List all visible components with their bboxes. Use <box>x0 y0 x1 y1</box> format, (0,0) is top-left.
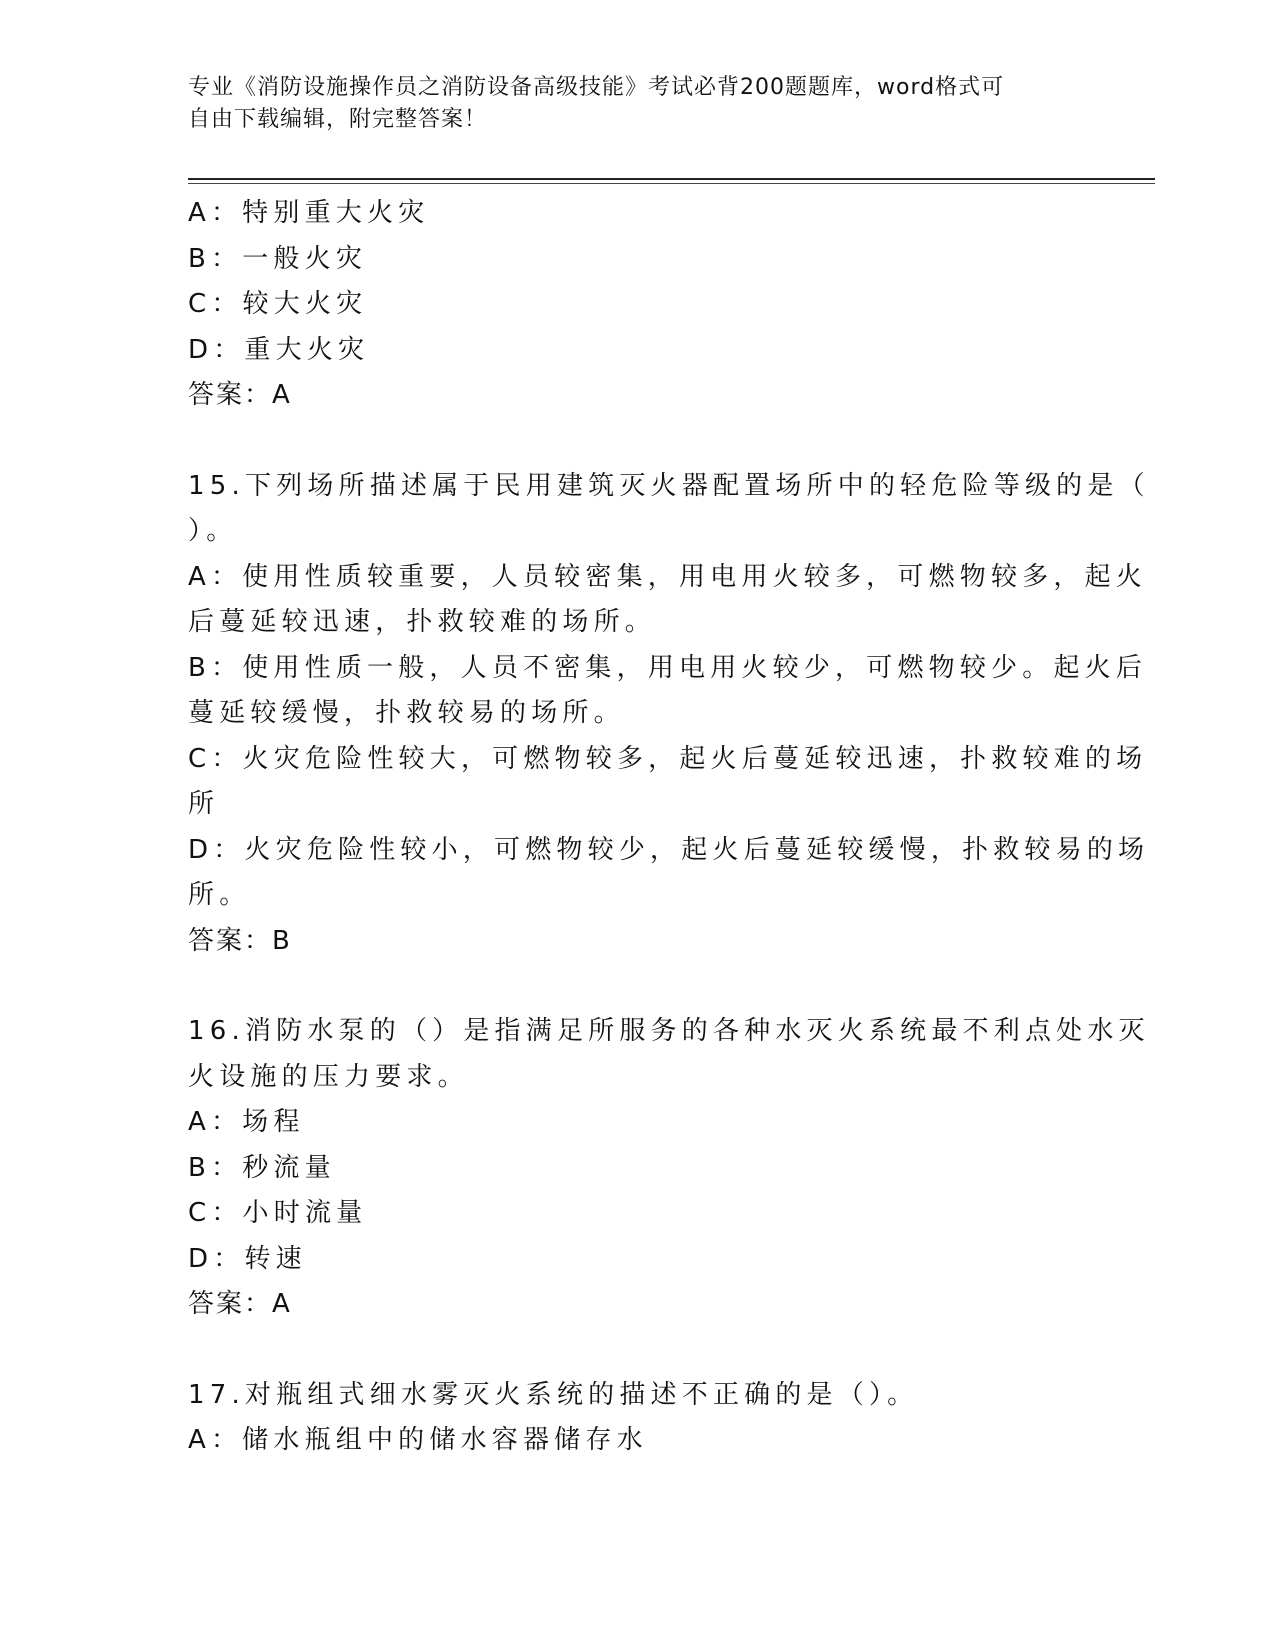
spacer <box>188 1328 1078 1373</box>
question-stem-line-2: 火设施的压力要求。 <box>188 1061 469 1092</box>
option-d: D：重大火灾 <box>188 334 370 365</box>
option-a: A：特别重大火灾 <box>188 198 430 228</box>
question-15 <box>188 464 1150 965</box>
option-c: C：较大火灾 <box>188 289 368 319</box>
answer: 答案：A <box>188 380 292 410</box>
question-stem-line-2: ）。 <box>188 516 238 546</box>
option-a: A：储水瓶组中的储水容器储存水 <box>188 1425 648 1455</box>
document-header <box>188 72 1068 136</box>
option-b-line-1: B：使用性质一般，人员不密集，用电用火较少，可燃物较少。起火后 <box>188 652 1148 683</box>
option-c-line-1: C：火灾危险性较大，可燃物较多，起火后蔓延较迅速，扑救较难的场 <box>188 743 1148 774</box>
option-a-line-2: 后蔓延较迅速，扑救较难的场所。 <box>188 607 657 637</box>
question-17 <box>188 1373 1078 1464</box>
option-c: C：小时流量 <box>188 1198 368 1228</box>
option-a-line-1: A：使用性质较重要，人员较密集，用电用火较多，可燃物较多，起火 <box>188 561 1147 592</box>
option-c-line-2: 所 <box>188 789 220 819</box>
question-stem: 17.对瓶组式细水雾灭火系统的描述不正确的是（）。 <box>188 1379 919 1410</box>
option-b-line-2: 蔓延较缓慢，扑救较易的场所。 <box>188 698 625 728</box>
option-a: A：场程 <box>188 1107 305 1137</box>
option-b: B：秒流量 <box>188 1152 336 1183</box>
header-divider-thin <box>188 183 1155 184</box>
option-d-line-1: D：火灾危险性较小，可燃物较少，起火后蔓延较缓慢，扑救较易的场 <box>188 834 1150 865</box>
answer: 答案：A <box>188 1289 292 1319</box>
header-divider-thick <box>188 178 1155 180</box>
option-d: D：转速 <box>188 1243 307 1274</box>
question-stem-line-1: 16.消防水泵的（）是指满足所服务的各种水灭火系统最不利点处水灭 <box>188 1016 1150 1046</box>
question-stem-line-1: 15.下列场所描述属于民用建筑灭火器配置场所中的轻危险等级的是（ <box>188 470 1150 501</box>
option-b: B：一般火灾 <box>188 243 368 274</box>
answer: 答案：B <box>188 925 292 956</box>
spacer <box>188 964 1078 1009</box>
header-line-2: 自由下载编辑，附完整答案！ <box>188 107 488 132</box>
option-d-line-2: 所。 <box>188 880 251 910</box>
spacer <box>188 419 1078 464</box>
question-16 <box>188 1009 1150 1328</box>
question-14 <box>188 191 1078 419</box>
question-list <box>188 191 1150 1464</box>
header-line-1: 专业《消防设施操作员之消防设备高级技能》考试必背200题题库，word格式可 <box>188 75 1005 100</box>
